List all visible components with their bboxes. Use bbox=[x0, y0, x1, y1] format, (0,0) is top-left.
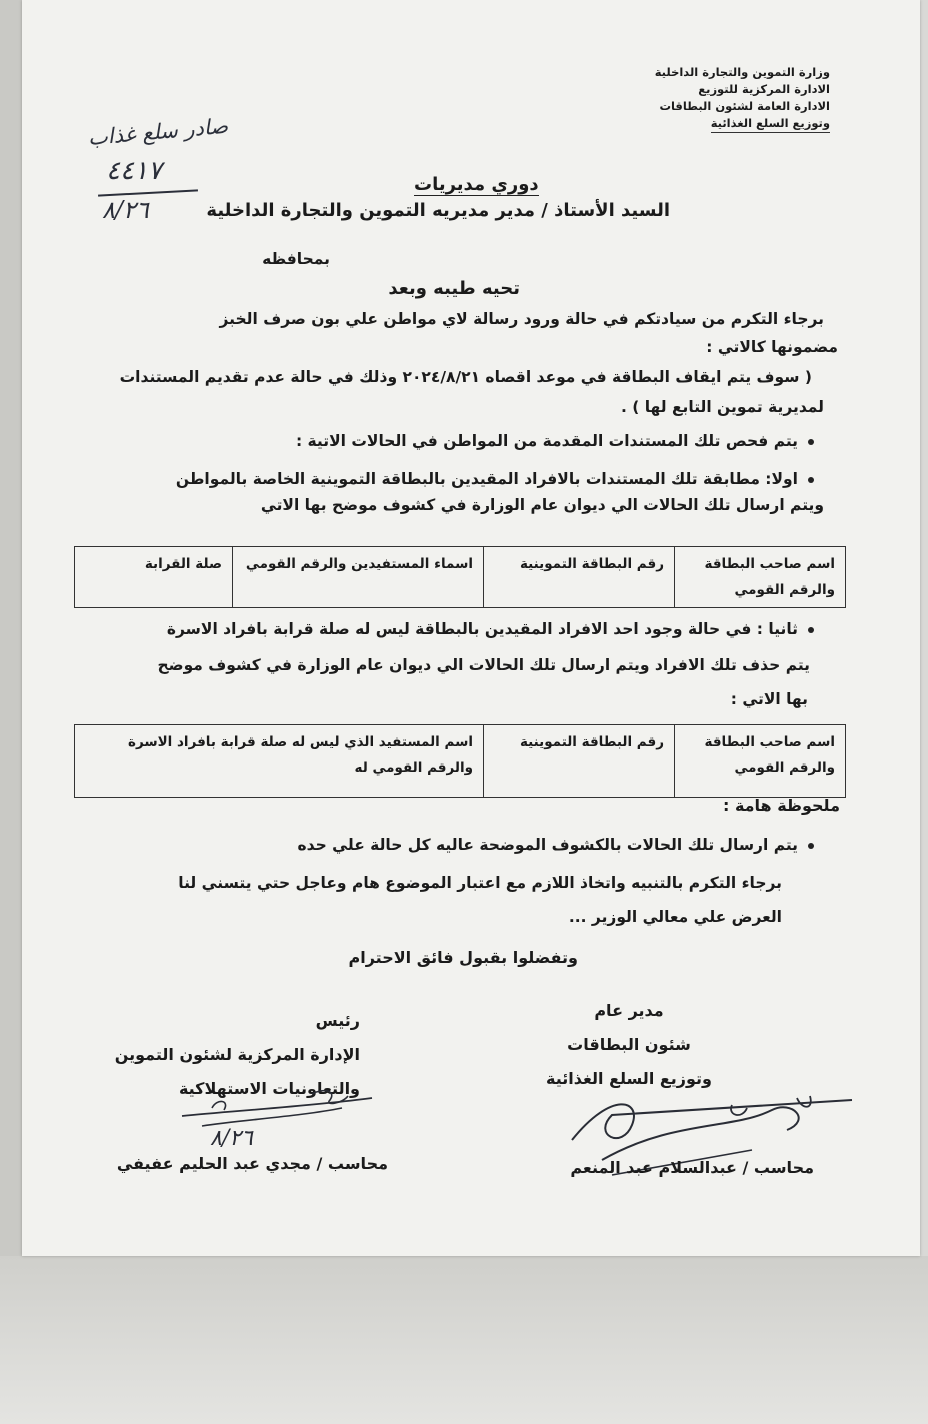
document-page bbox=[22, 0, 920, 1256]
signatory-name-right: محاسب / عبدالسلام عبد المنعم bbox=[570, 1158, 814, 1177]
bullet-item bbox=[296, 432, 814, 450]
paragraph-line: لمديرية تموين التابع لها ) . bbox=[620, 398, 824, 416]
page-edge bbox=[0, 0, 22, 1424]
addressee-line: السيد الأستاذ / مدير مديريه التموين والتجارة الداخلية bbox=[206, 200, 670, 221]
signatory-title: رئيس bbox=[315, 1011, 360, 1030]
signatory-title: وتوزيع السلع الغذائية bbox=[546, 1069, 712, 1088]
handwritten-date: ٨/٢٦ bbox=[102, 196, 149, 224]
bullet-text: يتم ارسال تلك الحالات بالكشوف الموضحة عاليه كل حالة علي حده bbox=[297, 836, 798, 854]
bullet-icon bbox=[808, 477, 814, 483]
table-cell: رقم البطاقة التموينية bbox=[484, 547, 675, 608]
bullet-continuation: ويتم ارسال تلك الحالات الي ديوان عام الوزارة في كشوف موضح بها الاتي bbox=[260, 496, 824, 514]
handwritten-number: ٤٤١٧ bbox=[106, 156, 162, 186]
signatory-title: شئون البطاقات bbox=[567, 1035, 691, 1054]
bullet-item bbox=[176, 470, 814, 488]
table-cell: اسماء المستفيدين والرقم القومي bbox=[233, 547, 484, 608]
bullet-text: يتم فحص تلك المستندات المقدمة من المواطن في الحالات الاتية : bbox=[295, 432, 798, 450]
ministry-line: وتوزيع السلع الغذائية bbox=[711, 115, 830, 133]
signatory-title: والتعاونيات الاستهلاكية bbox=[178, 1079, 360, 1098]
table-second-case bbox=[74, 724, 846, 798]
bullet-item bbox=[167, 620, 814, 638]
ministry-header bbox=[655, 64, 830, 133]
bullet-icon bbox=[808, 843, 814, 849]
ministry-line: وزارة التموين والتجارة الداخلية bbox=[654, 65, 830, 79]
ministry-line: الادارة المركزية للتوزيع bbox=[698, 82, 830, 96]
closing-line: برجاء التكرم بالتنبيه واتخاذ اللازم مع اعتبار الموضوع هام وعاجل حتي يتسني لنا bbox=[178, 874, 782, 892]
circular-title: دوري مديريات bbox=[414, 174, 539, 195]
note-title: ملحوظة هامة : bbox=[722, 796, 840, 815]
table-row bbox=[75, 547, 846, 608]
table-cell: اسم المستفيد الذي ليس له صلة قرابة بافراد الاسرة والرقم القومي له bbox=[75, 725, 484, 798]
table-first-case bbox=[74, 546, 846, 608]
paragraph-line: مضمونها كالاتي : bbox=[706, 338, 838, 356]
signature-scribble-left bbox=[172, 1086, 402, 1156]
paragraph-line: ( سوف يتم ايقاف البطاقة في موعد اقصاه ٢٠٢٤/٨/٢١ وذلك في حالة عدم تقديم المستندات bbox=[119, 368, 812, 386]
bullet-text: ثانيا : في حالة وجود احد الافراد المقيدين بالبطاقة ليس له صلة قرابة بافراد الاسرة bbox=[166, 620, 798, 638]
handwritten-date-left: ٨/٢٦ bbox=[210, 1126, 253, 1151]
bullet-item bbox=[298, 836, 814, 854]
table-cell: اسم صاحب البطاقة والرقم القومي bbox=[675, 725, 846, 798]
regards: وتفضلوا بقبول فائق الاحترام bbox=[348, 948, 578, 967]
addressee-governorate: بمحافظه bbox=[262, 250, 330, 268]
bullet-text: اولا: مطابقة تلك المستندات بالافراد المقيدين بالبطاقة التموينية الخاصة بالمواطن bbox=[175, 470, 798, 488]
greeting: تحيه طيبه وبعد bbox=[388, 278, 520, 299]
signatory-title: الإدارة المركزية لشئون التموين bbox=[114, 1045, 360, 1064]
paragraph-line: برجاء التكرم من سيادتكم في حالة ورود رسالة لاي مواطن علي بون صرف الخبز bbox=[219, 310, 824, 328]
bullet-continuation: يتم حذف تلك الافراد ويتم ارسال تلك الحالات الي ديوان عام الوزارة في كشوف موضح bbox=[157, 656, 810, 674]
table-row bbox=[75, 725, 846, 798]
signatory-name-left: محاسب / مجدي عبد الحليم عفيفي bbox=[116, 1154, 388, 1173]
table-cell: صلة القرابة bbox=[75, 547, 233, 608]
closing-line: العرض علي معالي الوزير ... bbox=[568, 908, 782, 926]
bullet-continuation: بها الاتي : bbox=[730, 690, 808, 708]
handwritten-line: صادر سلع غذاب bbox=[86, 113, 229, 150]
table-cell: رقم البطاقة التموينية bbox=[484, 725, 675, 798]
bullet-icon bbox=[808, 439, 814, 445]
signatory-title: مدير عام bbox=[594, 1001, 664, 1020]
bullet-icon bbox=[808, 627, 814, 633]
table-cell: اسم صاحب البطاقة والرقم القومي bbox=[675, 547, 846, 608]
table-surface bbox=[0, 1256, 928, 1424]
ministry-line: الادارة العامة لشئون البطاقات bbox=[659, 99, 830, 113]
